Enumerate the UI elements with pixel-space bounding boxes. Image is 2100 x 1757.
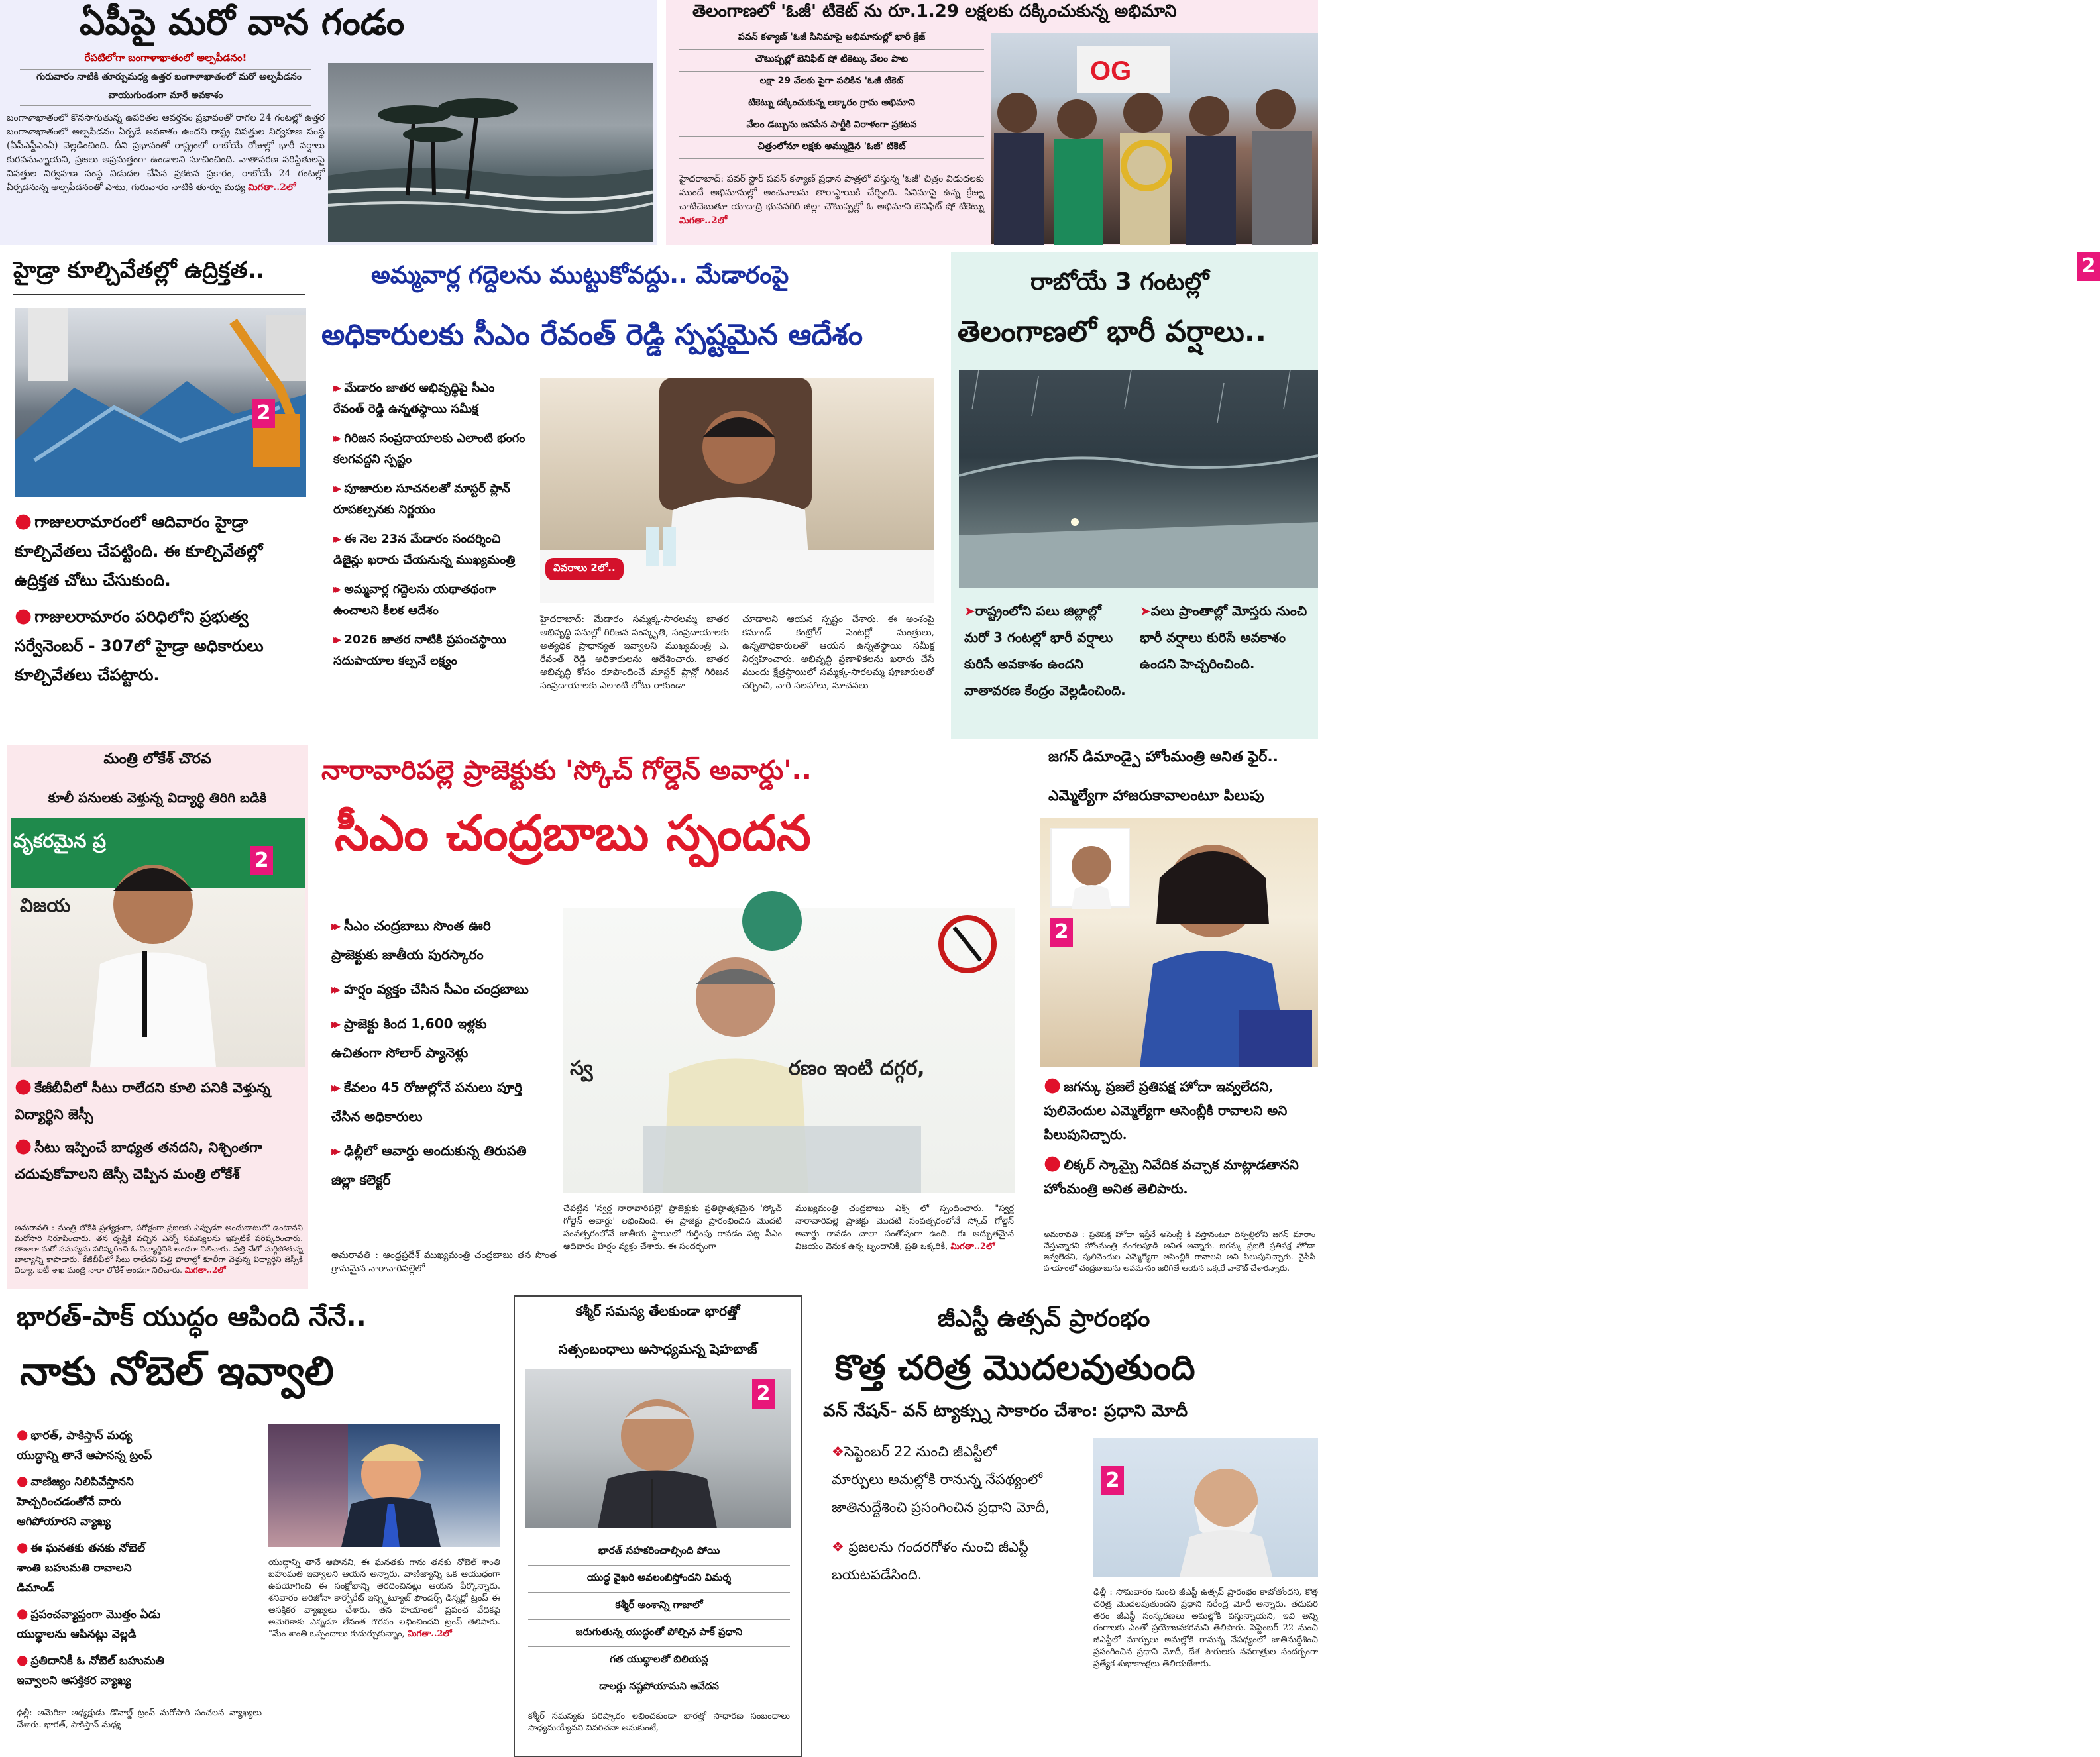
point-item: ● ప్రతిదానికీ ఓ నోబెల్ బహుమతి ఇవ్వాలని ఆసక్తికర వ్యాఖ్య: [17, 1652, 164, 1687]
headline-line2: సత్సంబంధాలు అసాధ్యమన్న షెహబాజ్: [515, 1334, 801, 1360]
point-item: ● లిక్కర్ స్కామ్పై నివేదిక వచ్చాక మాట్లాడతానని హోంమంత్రి అనిత తెలిపారు.: [1044, 1151, 1299, 1197]
scotch-points: [331, 911, 530, 1195]
headline-line2: తెలంగాణలో భారీ వర్షాలు..: [958, 315, 1267, 348]
point-item: ▸▸ ఈ నెల 23న మేడారం సందర్శించి డిజైన్లు ఖరారు చేయనున్న ముఖ్యమంత్రి: [333, 532, 516, 567]
rain-point-left: ➤రాష్ట్రంలోని పలు జిల్లాల్లో మరో 3 గంటల్లో భారీ వర్షాలు కురిసే అవకాశం ఉందని వాతావరణ కేంద్రం వెల్లడించింది.: [964, 603, 1126, 698]
headline: ఏపీపై మరో వాన గండం: [80, 1, 405, 43]
story-body-col1: ఢిల్లీ: అమెరికా అధ్యక్షుడు డొనాల్డ్ ట్రంప్ మరోసారి సంచలన వ్యాఖ్యలు చేశారు. భారత్, పాకిస్తాన్ మధ్య: [17, 1708, 262, 1730]
point-line: చౌటుప్పల్లో బెనిఫిట్ షో టికెట్కు వేలం పాట: [679, 50, 984, 72]
point-line: లక్షా 29 వేలకు పైగా పలికిన 'ఓజీ టికెట్: [679, 72, 984, 93]
point-item: ● గాజులరామారం పరిధిలోని ప్రభుత్వ సర్వేనెంబర్ - 307లో హైడ్రా అధికారులు కూల్చివేతలు చేపట్టారు.: [15, 604, 264, 684]
point-item: ▸▸ అమ్మవార్ల గద్దెలను యథాతథంగా ఉంచాలని కీలక ఆదేశం: [333, 582, 496, 617]
story-body-col1: అమరావతి : ఆంధ్రప్రదేశ్ ముఖ్యమంత్రి చంద్రబాబు తన సొంత గ్రామమైన నారావారిపల్లెలో: [331, 1250, 557, 1274]
story-body: హైదరాబాద్: పవర్ స్టార్ పవన్ కళ్యాణ్ ప్రధాన పాత్రలో వస్తున్న 'ఓజీ' చిత్రం విడుదలకు ముందే అభిమానుల్లో అంచనాలను తారాస్థాయికి చేర్చింది. సినిమాపై ఉన్న క్రేజ్ను చాటిచెబుతూ యాదాద్రి భువనగిరి జిల్లా చౌటుప్పల్లో ఓ అభిమాని బెనిఫిట్ షో టికెట్ను మిగతా..2లో: [679, 174, 984, 226]
headline-line3: వన్ నేషన్- వన్ ట్యాక్స్ను సాకారం చేశాం: ప్రధాని మోదీ: [823, 1401, 1188, 1421]
story-body-col2: చూడాలని ఆయన స్పష్టం చేశారు. ఈ అంశంపై కమాండ్ కంట్రోల్ సెంటర్లో మంత్రులు, ఉన్నతాధికారులతో ఆయన ఉన్నతస్థాయి సమీక్ష నిర్వహించారు. అభివృద్ధి ప్రణాళికలను ఖరారు చేసే ముందు క్షేత్రస్థాయిలో సమ్మక్క-సారలమ్మ పూజారులతో చర్చించి, వారి సలహాలు, సూచనలు: [742, 614, 934, 691]
point-item: ▸▸ ప్రాజెక్టు కింద 1,600 ఇళ్లకు ఉచితంగా సోలార్ ప్యానెళ్లు: [331, 1016, 487, 1061]
shehbaz-lines: [528, 1538, 790, 1701]
story-body-col2: యుద్ధాన్ని తానే ఆపానని, ఈ ఘనతకు గాను తనకు నోబెల్ శాంతి బహుమతి ఇవ్వాలని ఆయన అన్నారు. వాణిజ్యాన్ని ఒక ఆయుధంగా ఉపయోగించి ఈ సంక్షోభాన్ని తెరదించినట్లు ఆయన పేర్కొన్నారు. శనివారం అరిజోనా కార్పోరేట్ ఇన్స్టిట్యూట్ ఫౌండర్స్ డిన్నర్లో ట్రంప్ ఈ ఆసక్తికర వ్యాఖ్యలు చేశారు. తన హయాంలో ప్రపంచ వేదికపై అమెరికాకు ఎన్నడూ లేనంత గౌరవం లభించిందని ట్రంప్ తెలిపారు. "మేం శాంతి ఒప్పందాలు కుదుర్చుకున్నాం, మిగతా..2లో: [268, 1558, 500, 1639]
continued-label: మిగతా..2లో: [950, 1242, 995, 1251]
page-ref-badge: 2: [1050, 918, 1073, 947]
ticket-points: [679, 28, 984, 159]
point-line: వేలం డబ్బును జనసేన పార్టీకి విరాళంగా ప్రకటన: [679, 115, 984, 137]
point-item: ▸▸ హర్షం వ్యక్తం చేసిన సీఎం చంద్రబాబు: [331, 981, 529, 997]
story-body: ఢిల్లీ : సోమవారం నుంచి జీఎస్టీ ఉత్సవ్ ప్రారంభం కాబోతోందని, కొత్త చరిత్ర మొదలవుతుందని ప్రధాని నరేంద్ర మోదీ అన్నారు. తదుపరి తరం జీఎస్టీ సంస్కరణలు అమల్లోకి వస్తున్నాయని, ఇవి అన్ని రంగాలకు ఎంతో ప్రయోజనకరమని తెలిపారు. సెప్టెంబర్ 22 నుంచి జీఎస్టీలో మార్పులు అమల్లోకి రానున్న నేపథ్యంలో జాతినుద్దేశించి ప్రసంగించిన ప్రధాని మోదీ, దేశ పౌరులకు నవరాత్రుల సందర్భంగా ప్రత్యేక శుభాకాంక్షలు తెలియజేశారు.: [1093, 1587, 1318, 1669]
svg-text:OG: OG: [1090, 56, 1132, 85]
fans-photo: [991, 33, 1318, 244]
point-line: గత యుద్ధాలతో బిలియన్ల: [528, 1647, 790, 1674]
story-body: అమరావతి : మంత్రి లోకేశ్ ప్రత్యక్షంగా, పరోక్షంగా ప్రజలకు ఎప్పుడూ అందుబాటులో ఉంటానని మరోసారి నిరూపించారు. తన దృష్టికి వచ్చిన ఎన్నో సమస్యలను ఇప్పటికే పరిష్కరించారు. తాజాగా మరో సమస్యను పరిష్కరించి ఓ విద్యార్థినికి అండగా నిలిచారు. పత్తి చేలో మగ్గిపోతున్న బాల్యాన్ని కాపాడారు. కేజీబీవీలో సీటు రాలేదని పత్తి పొలాల్లో కూలీగా వెళ్తున్న విద్యార్థిని జెస్సీకి విద్యా, ఐటీ శాఖ మంత్రి నారా లోకేశ్ అండగా నిలిచారు. మిగతా..2లో: [15, 1223, 303, 1275]
story-body-col2: చేపట్టిన 'స్వర్ణ నారావారిపల్లె' ప్రాజెక్టుకు ప్రతిష్ఠాత్మకమైన 'స్కోచ్ గోల్డెన్ అవార్డు' లభించింది. ఈ ప్రాజెక్టు ప్రారంభించిన మొదటి సంవత్సరంలోనే జాతీయ స్థాయిలో గుర్తింపు రావడం పట్ల సీఎం ఆదివారం హర్షం వ్యక్తం చేశారు. ఈ సందర్భంగా: [563, 1204, 782, 1251]
point-line: పవన్ కళ్యాణ్ 'ఓజీ సినిమాపై అభిమానుల్లో భారీ క్రేజ్: [679, 28, 984, 50]
subhead: గురువారం నాటికి తూర్పుమధ్య ఉత్తర బంగాళాఖాతంలో మరో అల్పపీడనం: [13, 72, 325, 87]
hydraa-story: [0, 252, 318, 739]
page-ref-badge: 2: [2077, 252, 2100, 281]
headline-line2: ఎమ్మెల్యేగా హాజరుకావాలంటూ పిలుపు: [1048, 782, 1264, 808]
trump-photo: [268, 1424, 500, 1547]
headline-line2: నాకు నోబెల్ ఇవ్వాలి: [20, 1348, 334, 1395]
point-item: ▸▸ సీఎం చంద్రబాబు సొంత ఊరి ప్రాజెక్టుకు జాతీయ పురస్కారం: [331, 918, 491, 963]
headline: హైడ్రా కూల్చివేతల్లో ఉద్రిక్తత..: [13, 257, 305, 295]
photo-text: రణం ఇంటి దగ్గర,: [789, 1057, 925, 1080]
medaram-story: [321, 252, 948, 739]
point-item: ● భారత్, పాకిస్తాన్ మధ్య యుద్ధాన్ని తానే ఆపానన్న ట్రంప్: [17, 1426, 152, 1462]
continued-label: మిగతా..2లో: [184, 1265, 226, 1275]
headline-line1: రాబోయే 3 గంటల్లో: [1030, 268, 1209, 295]
gst-points: [832, 1438, 1050, 1589]
point-item: ● సీటు ఇప్పించే బాధ్యత తనదని, నిశ్చింతగా చదువుకోవాలని జెస్సీ చెప్పిన మంత్రి లోకేశ్: [15, 1134, 262, 1182]
trump-points: [17, 1424, 262, 1691]
banner-text: విజయ: [20, 894, 71, 916]
page-ref-badge: 2: [1101, 1466, 1124, 1495]
rain-point-right: ➤పలు ప్రాంతాల్లో మోస్తరు నుంచి భారీ వర్షాలు కురిసే అవకాశం ఉందని హెచ్చరించింది.: [1140, 603, 1307, 672]
lokesh-points: [15, 1073, 303, 1187]
shehbaz-story: [514, 1295, 802, 1757]
point-line: కశ్మీర్ అంశాన్ని గాజాలో: [528, 1593, 790, 1620]
subhead: రేపటిలోగా బంగాళాఖాతంలో అల్పపీడనం!: [20, 52, 311, 70]
rain-story: [0, 0, 657, 245]
scotch-award-story: [311, 745, 1021, 1289]
storm-photo: [328, 63, 653, 242]
point-item: ❖సెప్టెంబర్ 22 నుంచి జీఎస్టీలో మార్పులు అమల్లోకి రానున్న నేపథ్యంలో జాతినుద్దేశించి ప్రసంగించిన ప్రధాని మోదీ,: [832, 1444, 1050, 1515]
page-ref-badge: 2: [250, 846, 273, 875]
medaram-points: [333, 378, 525, 672]
shehbaz-photo: [525, 1369, 791, 1528]
continued-label: మిగతా..2లో: [407, 1629, 452, 1639]
hydraa-points: [15, 507, 306, 690]
point-line: చిత్రంలోనూ లక్షకు అమ్ముడైన 'ఓజీ' టికెట్: [679, 137, 984, 159]
jagan-inset-photo: [1050, 828, 1130, 908]
page-ref-badge: 2: [752, 1379, 775, 1409]
headline-line1: అమ్మవార్ల గద్దెలను ముట్టుకోవద్దు.. మేడారంపై: [371, 262, 789, 289]
point-item: ▸▸ పూజారుల సూచనలతో మాస్టర్ ప్లాన్ రూపకల్పనకు నిర్ణయం: [333, 482, 510, 517]
lokesh-story: [7, 745, 308, 1289]
story-body-col1: హైదరాబాద్: మేడారం సమ్మక్క-సారలమ్మ జాతర అభివృద్ధి పనుల్లో గిరిజన సంస్కృతి, సంప్రదాయాలకు అత్యధిక ప్రాధాన్యత ఇవ్వాలని ముఖ్యమంత్రి ఎ. రేవంత్ రెడ్డి అధికారులను ఆదేశించారు. జాతర అభివృద్ధి కోసం రూపొందించే మాస్టర్ ప్లాన్లో గిరిజన సంప్రదాయాలకు ఎలాంటి లోటు రాకుండా: [540, 614, 729, 691]
anitha-points: [1044, 1073, 1315, 1200]
point-item: ● జగన్కు ప్రజలే ప్రతిపక్ష హోదా ఇవ్వలేదని, పులివెందుల ఎమ్మెల్యేగా అసెంబ్లీకి రావాలని అని పిలుపునిచ్చారు.: [1044, 1073, 1288, 1142]
point-item: ▸▸ 2026 జాతర నాటికి ప్రపంచస్థాయి సదుపాయాల కల్పనే లక్ష్యం: [333, 633, 506, 668]
point-item: ● కేజీబీవీలో సీటు రాలేదని కూలి పనికి వెళ్తున్న విద్యార్థిని జెస్సీ: [15, 1075, 270, 1122]
tg-rain-story: [951, 252, 2096, 739]
story-body: బంగాళాఖాతంలో కొనసాగుతున్న ఉపరితల ఆవర్తనం ప్రభావంతో రాగల 24 గంటల్లో ఉత్తర బంగాళాఖాతంలో అల్పపీడనం ఏర్పడే అవకాశం ఉందని రాష్ట్ర విపత్తుల నిర్వహణ సంస్థ (ఏపీఎస్డీఎంఏ) వెల్లడించింది. దీని ప్రభావంతో రాష్ట్రంలో రాబోయే రోజుల్లో భారీ వర్షాలు కురవనున్నాయని, ప్రజలు అప్రమత్తంగా ఉండాలని సూచించింది. వాతావరణ పరిస్థితులపై విపత్తుల నిర్వహణ సంస్థ విడుదల చేసిన ప్రకటన ప్రకారం, రాబోయే 24 గంటల్లో ఏర్పడనున్న అల్పపీడనంతో పాటు, గురువారం నాటికి తూర్పు మధ్య మిగతా..2లో: [7, 113, 325, 193]
headline-line2: అధికారులకు సీఎం రేవంత్ రెడ్డి స్పష్టమైన ఆదేశం: [321, 318, 863, 352]
modi-photo: [1093, 1438, 1318, 1577]
headline-line1: మంత్రి లోకేశ్ చొరవ: [103, 751, 211, 767]
point-line: డాలర్లు నష్టపోయామని ఆవేదన: [528, 1674, 790, 1701]
anitha-story: [1030, 745, 1318, 1289]
point-item: ▸▸ ఢిల్లీలో అవార్డు అందుకున్న తిరుపతి జిల్లా కలెక్టర్: [331, 1143, 527, 1188]
chandrababu-photo: [563, 908, 1015, 1193]
point-item: ● ఈ ఘనతకు తనకు నోబెల్ శాంతి బహుమతి రావాలని డిమాండ్: [17, 1539, 145, 1595]
point-line: టికెట్ను దక్కించుకున్న లక్కారం గ్రామ అభిమాని: [679, 93, 984, 115]
point-line: జరుగుతున్న యుద్ధంతో పోల్చిన పాక్ ప్రధాని: [528, 1620, 790, 1647]
story-body-col3: ముఖ్యమంత్రి చంద్రబాబు ఎక్స్ లో స్పందించారు. "స్వర్ణ నారావారిపల్లె ప్రాజెక్టు మొదటి సంవత్సరంలోనే స్కోచ్ గోల్డెన్ అవార్డు రావడం చాలా సంతోషంగా ఉంది. ఈ అద్భుతమైన విజయం వెనుక ఉన్న బృందానికి, ప్రతి ఒక్కరికీ, మిగతా..2లో: [795, 1204, 1014, 1251]
headline-line1: జీఎస్టీ ఉత్సవ్ ప్రారంభం: [938, 1305, 1150, 1332]
headline-line1: జగన్ డిమాండ్పై హోంమంత్రి అనిత ఫైర్..: [1048, 749, 1279, 765]
point-item: ▸▸ గిరిజన సంప్రదాయాలకు ఎలాంటి భంగం కలగవద్దని స్పష్టం: [333, 431, 525, 466]
page-ref-badge: 2: [252, 399, 275, 428]
headline-line1: భారత్-పాక్ యుద్ధం ఆపింది నేనే..: [17, 1302, 366, 1332]
point-item: ● ప్రపంచవ్యాప్తంగా మొత్తం ఏడు యుద్ధాలను ఆపినట్లు వెల్లడి: [17, 1605, 161, 1641]
point-item: ● వాణిజ్యం నిలిపివేస్తానని హెచ్చరించడంతోనే వారు ఆగిపోయారని వ్యాఖ్య: [17, 1473, 134, 1528]
headline-line1: కశ్మీర్ సమస్య తేలకుండా భారత్తో: [575, 1303, 740, 1319]
point-item: ❖ ప్రజలను గందరగోళం నుంచి జీఎస్టీ బయటపడేసింది.: [832, 1539, 1028, 1583]
continued-label: మిగతా..2లో: [248, 182, 296, 193]
point-item: ● గాజులరామారంలో ఆదివారం హైడ్రా కూల్చివేతలు చేపట్టింది. ఈ కూల్చివేతల్లో ఉద్రిక్తత చోటు చేసుకుంది.: [15, 509, 263, 590]
details-tag: వివరాలు 2లో..: [545, 558, 624, 580]
point-item: ▸▸ కేవలం 45 రోజుల్లోనే పనులు పూర్తి చేసిన అధికారులు: [331, 1079, 523, 1124]
headline-line2: కూలీ పనులకు వెళ్తున్న విద్యార్థి తిరిగి బడికి: [7, 784, 308, 809]
gst-story: [808, 1295, 1318, 1757]
trump-story: [0, 1295, 507, 1757]
banner-text: వృకరమైన ప్ర: [13, 830, 107, 852]
story-body: కశ్మీర్ సమస్యకు పరిష్కారం లభించకుండా భారత్తో సాధారణ సంబంధాలు సాధ్యమయ్యేవని వివరిచనా అనుకుంటే,: [528, 1711, 790, 1733]
point-line: యుద్ధ వైఖరి అవలంబిస్తోందని విమర్శ: [528, 1566, 790, 1593]
continued-label: మిగతా..2లో: [679, 215, 728, 226]
headline-line2: కొత్త చరిత్ర మొదలవుతుంది: [835, 1348, 1195, 1388]
point-item: ▸▸ మేడారం జాతర అభివృద్ధిపై సీఎం రేవంత్ రెడ్డి ఉన్నతస్థాయి సమీక్ష: [333, 381, 495, 416]
headline: తెలంగాణలో 'ఓజీ' టికెట్ ను రూ.1.29 లక్షలకు దక్కించుకున్న అభిమాని: [692, 1, 1177, 21]
story-body: అమరావతి : ప్రతిపక్ష హోదా ఇస్తేనే అసెంబ్లీ కి వస్తానంటూ దిస్పల్లిలోని జగన్ మారాం చేస్తున్నారని హోంమంత్రి వంగలపూడి అనిత అన్నారు. జగన్కు ప్రజలే ప్రతిపక్ష హోదా ఇవ్వలేదని, పులివెందుల ఎమ్మెల్యేగా అసెంబ్లీకి రావాలని అని పిలుపునిచ్చారు. వైసీపీ హయాంలో చంద్రబాబును అవమానం జరిగితే ఆయన ఒక్కరే వాకౌట్ చేశారన్నారు.: [1044, 1230, 1315, 1273]
rain-road-photo: [959, 370, 1318, 588]
og-ticket-story: [666, 0, 1318, 245]
headline-line2: సీఎం చంద్రబాబు స్పందన: [335, 805, 811, 862]
subhead: వాయుగుండంగా మారే అవకాశం: [20, 90, 311, 106]
headline-line1: నారావారిపల్లె ప్రాజెక్టుకు 'స్కోచ్ గోల్డెన్ అవార్డు'..: [321, 755, 812, 786]
point-line: భారత్ సహకరించాల్సింది పోయి: [528, 1538, 790, 1566]
photo-text: స్వ: [570, 1057, 593, 1080]
